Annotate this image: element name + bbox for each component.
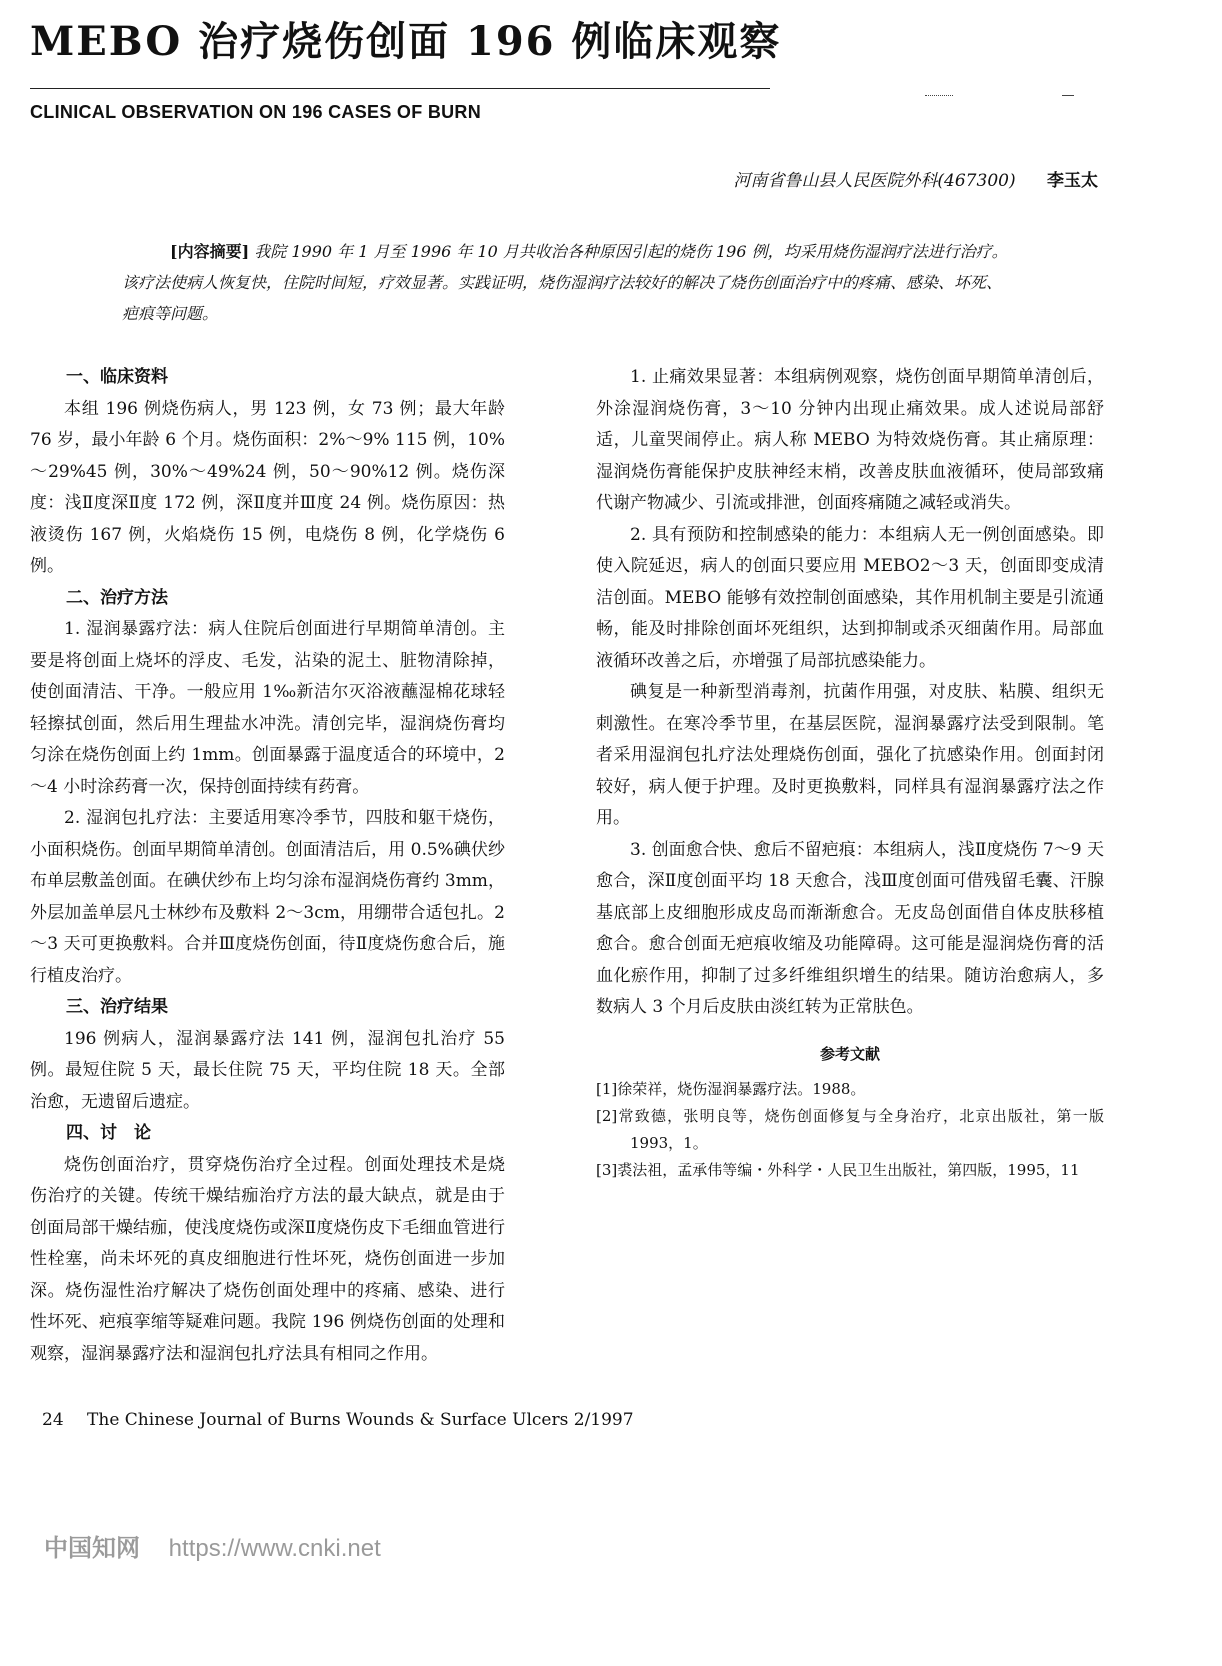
english-subtitle: CLINICAL OBSERVATION ON 196 CASES OF BURN: [30, 102, 482, 122]
section-heading-treatment-results: 三、治疗结果: [66, 997, 168, 1017]
page-number: 24: [42, 1410, 64, 1430]
paragraph: 1. 湿润暴露疗法：病人住院后创面进行早期简单清创。主要是将创面上烧坏的浮皮、毛发，沾染的泥土、脏物清除掉，使创面清洁、干净。一般应用 1‰新洁尔灭浴液蘸湿棉花球轻轻擦拭创面，然后用生理盐水冲洗。清创完毕，湿润烧伤膏均匀涂在烧伤创面上约 1mm。创面暴露于温度适合的环境中，2～4 小时涂药膏一次，保持创面持续有药膏。: [30, 619, 505, 797]
abstract: [122, 236, 1008, 329]
references-heading: 参考文献: [819, 1044, 880, 1063]
journal-name: The Chinese Journal of Burns Wounds & Surface Ulcers 2/1997: [87, 1410, 634, 1430]
abstract-label: [内容摘要]: [170, 242, 250, 261]
section-heading-clinical-data: 一、临床资料: [66, 367, 168, 387]
affiliation: 河南省鲁山县人民医院外科(467300): [733, 171, 1016, 191]
paragraph: 2. 具有预防和控制感染的能力：本组病人无一例创面感染。即使入院延迟，病人的创面只要应用 MEBO2～3 天，创面即变成清洁创面。MEBO 能够有效控制创面感染，其作用机制主要是引流通畅，能及时排除创面坏死组织，达到抑制或杀灭细菌作用。局部血液循环改善之后，亦增强了局部抗感染能力。: [596, 524, 1104, 671]
reference-item: [1]徐荣祥，烧伤湿润暴露疗法。1988。: [596, 1079, 866, 1098]
paragraph: 196 例病人，湿润暴露疗法 141 例，湿润包扎治疗 55 例。最短住院 5 天，最长住院 75 天，平均住院 18 天。全部治愈，无遗留后遗症。: [30, 1028, 505, 1112]
paragraph: 碘复是一种新型消毒剂，抗菌作用强，对皮肤、粘膜、组织无刺激性。在寒冷季节里，在基层医院，湿润暴露疗法受到限制。笔者采用湿润包扎疗法处理烧伤创面，强化了抗感染作用。创面封闭较好，病人便于护理。及时更换敷料，同样具有湿润暴露疗法之作用。: [596, 682, 1104, 828]
abstract-text: 我院 1990 年 1 月至 1996 年 10 月共收治各种原因引起的烧伤 196 例，均采用烧伤湿润疗法进行治疗。该疗法使病人恢复快，住院时间短，疗效显著。实践证明，烧伤湿润疗法较好的解决了烧伤创面治疗中的疼痛、感染、坏死、疤痕等问题。: [122, 242, 1008, 323]
paragraph: 本组 196 例烧伤病人，男 123 例，女 73 例；最大年龄 76 岁，最小年龄 6 个月。烧伤面积：2%～9% 115 例，10%～29%45 例，30%～49%24 例，50～90%12 例。烧伤深度：浅Ⅱ度深Ⅱ度 172 例，深Ⅱ度并Ⅲ度 24 例。烧伤原因：热液烫伤 167 例，火焰烧伤 15 例，电烧伤 8 例，化学烧伤 6 例。: [30, 398, 505, 576]
reference-item: [3]裘法祖，孟承伟等编・外科学・人民卫生出版社，第四版，1995，11: [596, 1160, 1080, 1179]
cnki-watermark: [44, 1528, 381, 1563]
references-list: [596, 1076, 1120, 1184]
paragraph: 3. 创面愈合快、愈后不留疤痕：本组病人，浅Ⅱ度烧伤 7～9 天愈合，深Ⅱ度创面平均 18 天愈合，浅Ⅲ度创面可借残留毛囊、汗腺基底部上皮细胞形成皮岛而渐渐愈合。无皮岛创面借自体皮肤移植愈合。愈合创面无疤痕收缩及功能障碍。这可能是湿润烧伤膏的活血化瘀作用，抑制了过多纤维组织增生的结果。随访治愈病人，多数病人 3 个月后皮肤由淡红转为正常肤色。: [596, 839, 1104, 1017]
cnki-logo: 中国知网: [44, 1535, 140, 1562]
rule-fragment: [1062, 95, 1074, 96]
article-title: MEBO 治疗烧伤创面 196 例临床观察: [30, 18, 782, 65]
byline: [733, 166, 1098, 191]
section-heading-discussion: 四、讨 论: [66, 1123, 151, 1143]
paragraph: 烧伤创面治疗，贯穿烧伤治疗全过程。创面处理技术是烧伤治疗的关键。传统干燥结痂治疗方法的最大缺点，就是由于创面局部干燥结痂，使浅度烧伤或深Ⅱ度烧伤皮下毛细血管进行性栓塞，尚未坏死的真皮细胞进行性坏死，烧伤创面进一步加深。烧伤湿性治疗解决了烧伤创面处理中的疼痛、感染、进行性坏死、疤痕挛缩等疑难问题。我院 196 例烧伤创面的处理和观察，湿润暴露疗法和湿润包扎疗法具有相同之作用。: [30, 1154, 505, 1364]
paragraph: 2. 湿润包扎疗法：主要适用寒冷季节，四肢和躯干烧伤，小面积烧伤。创面早期简单清创。创面清洁后，用 0.5%碘伏纱布单层敷盖创面。在碘伏纱布上均匀涂布湿润烧伤膏约 3mm，外层加盖单层凡士林纱布及敷料 2～3cm，用绷带合适包扎。2～3 天可更换敷料。合并Ⅲ度烧伤创面，待Ⅱ度烧伤愈合后，施行植皮治疗。: [30, 808, 505, 986]
reference-item: [2]常致德，张明良等，烧伤创面修复与全身治疗，北京出版社，第一版 1993，1。: [596, 1106, 1120, 1152]
page-footer: [42, 1410, 634, 1430]
left-column: [30, 362, 505, 1370]
section-heading-treatment-methods: 二、治疗方法: [66, 587, 168, 608]
rule-fragment: [925, 95, 953, 96]
right-column: [596, 362, 1120, 1184]
paragraph: 1. 止痛效果显著：本组病例观察，烧伤创面早期简单清创后，外涂湿润烧伤膏，3～10 分钟内出现止痛效果。成人述说局部舒适，儿童哭闹停止。病人称 MEBO 为特效烧伤膏。其止痛原理：湿润烧伤膏能保护皮肤神经末梢，改善皮肤血液循环，使局部致痛代谢产物减少、引流或排泄，创面疼痛随之减轻或消失。: [596, 367, 1104, 513]
author-name: 李玉太: [1047, 171, 1098, 191]
cnki-url[interactable]: https://www.cnki.net: [168, 1535, 381, 1562]
title-rule: [30, 88, 770, 89]
